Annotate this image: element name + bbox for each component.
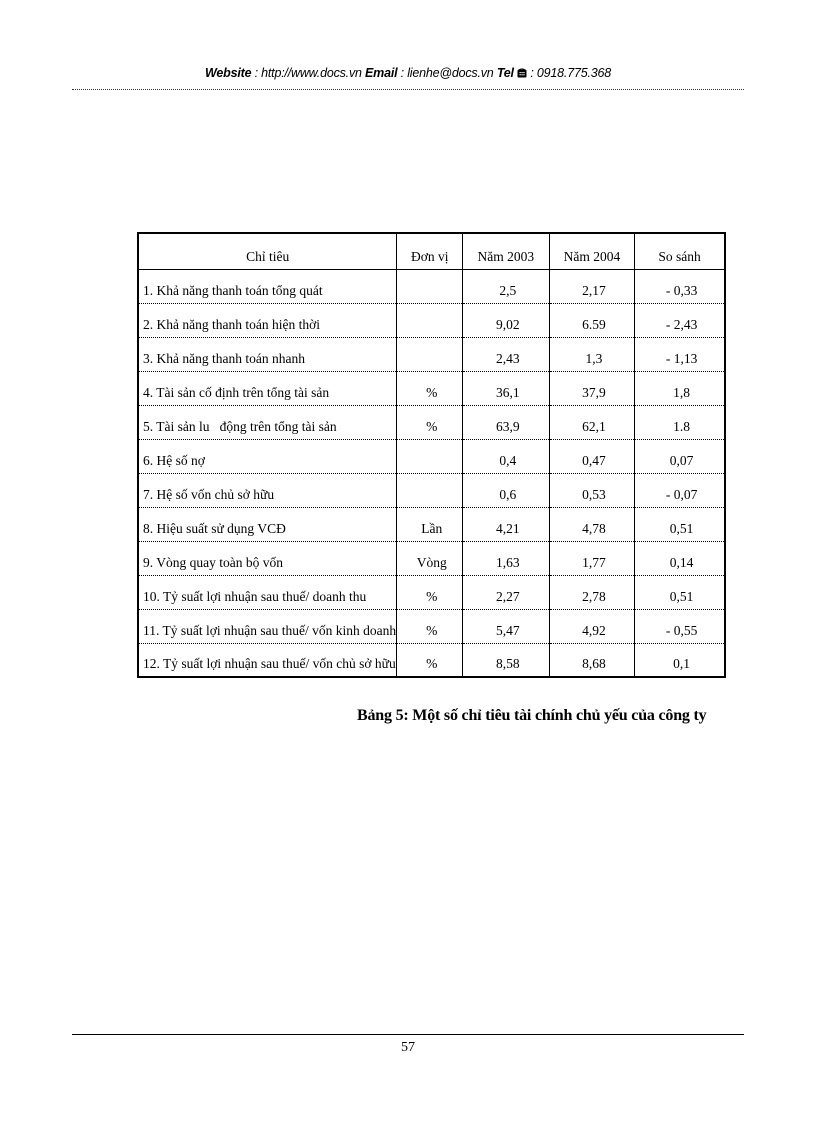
website-url[interactable]: : http://www.docs.vn — [251, 66, 366, 80]
cell-unit: % — [397, 643, 463, 677]
cell-year-2004: 37,9 — [549, 371, 635, 405]
table-row — [138, 371, 725, 405]
cell-unit: % — [397, 575, 463, 609]
table-row — [138, 337, 725, 371]
footer-divider — [72, 1034, 744, 1035]
page-number: 57 — [401, 1040, 415, 1055]
cell-comparison: - 0,07 — [635, 473, 725, 507]
header-year-2004: Năm 2004 — [549, 233, 635, 269]
cell-year-2004: 6.59 — [549, 303, 635, 337]
cell-year-2004: 4,78 — [549, 507, 635, 541]
cell-indicator: 6. Hệ số nợ — [138, 439, 397, 473]
cell-comparison: 1,8 — [635, 371, 725, 405]
cell-year-2003: 5,47 — [463, 609, 550, 643]
cell-comparison: 0,51 — [635, 575, 725, 609]
cell-unit: Lần — [397, 507, 463, 541]
table-row — [138, 575, 725, 609]
cell-comparison: 0,51 — [635, 507, 725, 541]
cell-comparison: 0,1 — [635, 643, 725, 677]
cell-year-2003: 4,21 — [463, 507, 550, 541]
cell-year-2003: 9,02 — [463, 303, 550, 337]
cell-indicator: 12. Tỷ suất lợi nhuận sau thuế/ vốn chủ sở hữu — [138, 643, 397, 677]
cell-year-2003: 2,27 — [463, 575, 550, 609]
cell-year-2004: 2,17 — [549, 269, 635, 303]
cell-comparison: 1.8 — [635, 405, 725, 439]
cell-year-2004: 2,78 — [549, 575, 635, 609]
table-row — [138, 473, 725, 507]
cell-year-2004: 1,3 — [549, 337, 635, 371]
header-divider — [72, 89, 744, 90]
cell-unit — [397, 269, 463, 303]
email-label: Email — [365, 66, 398, 80]
cell-indicator: 3. Khả năng thanh toán nhanh — [138, 337, 397, 371]
table-row — [138, 405, 725, 439]
email-address[interactable]: : lienhe@docs.vn — [397, 66, 497, 80]
cell-year-2003: 1,63 — [463, 541, 550, 575]
cell-year-2004: 4,92 — [549, 609, 635, 643]
header-comparison: So sánh — [635, 233, 725, 269]
financial-indicators-table — [137, 232, 726, 678]
cell-year-2004: 1,77 — [549, 541, 635, 575]
cell-unit — [397, 303, 463, 337]
tel-label: Tel — [496, 66, 514, 80]
cell-comparison: 0,14 — [635, 541, 725, 575]
cell-comparison: - 0,33 — [635, 269, 725, 303]
cell-unit: % — [397, 405, 463, 439]
cell-unit: % — [397, 609, 463, 643]
cell-year-2003: 0,6 — [463, 473, 550, 507]
table-row — [138, 439, 725, 473]
cell-indicator: 1. Khả năng thanh toán tổng quát — [138, 269, 397, 303]
table-row — [138, 609, 725, 643]
header-unit: Đơn vị — [397, 233, 463, 269]
cell-comparison: - 2,43 — [635, 303, 725, 337]
cell-year-2003: 36,1 — [463, 371, 550, 405]
cell-year-2003: 2,43 — [463, 337, 550, 371]
cell-unit — [397, 439, 463, 473]
table-caption: Bảng 5: Một số chỉ tiêu tài chính chủ yếu của công ty — [357, 707, 707, 724]
header-year-2003: Năm 2003 — [463, 233, 550, 269]
cell-unit — [397, 337, 463, 371]
cell-comparison: - 0,55 — [635, 609, 725, 643]
table-row — [138, 303, 725, 337]
table-header-row — [138, 233, 725, 269]
cell-indicator: 10. Tỷ suất lợi nhuận sau thuế/ doanh thu — [138, 575, 397, 609]
cell-unit: Vòng — [397, 541, 463, 575]
website-label: Website — [205, 66, 252, 80]
cell-comparison: - 1,13 — [635, 337, 725, 371]
cell-indicator: 9. Vòng quay toàn bộ vốn — [138, 541, 397, 575]
cell-year-2003: 2,5 — [463, 269, 550, 303]
cell-unit: % — [397, 371, 463, 405]
phone-icon — [517, 67, 527, 78]
cell-year-2003: 0,4 — [463, 439, 550, 473]
cell-indicator: 11. Tỷ suất lợi nhuận sau thuế/ vốn kinh doanh — [138, 609, 397, 643]
cell-comparison: 0,07 — [635, 439, 725, 473]
cell-year-2004: 0,47 — [549, 439, 635, 473]
table-row — [138, 541, 725, 575]
page-header — [0, 66, 816, 80]
header-indicator: Chỉ tiêu — [138, 233, 397, 269]
cell-indicator: 7. Hệ số vốn chủ sở hữu — [138, 473, 397, 507]
cell-indicator: 5. Tài sản lu động trên tổng tài sản — [138, 405, 397, 439]
cell-indicator: 4. Tài sản cố định trên tổng tài sản — [138, 371, 397, 405]
cell-indicator: 2. Khả năng thanh toán hiện thời — [138, 303, 397, 337]
cell-year-2004: 8,68 — [549, 643, 635, 677]
table-row — [138, 643, 725, 677]
cell-year-2004: 0,53 — [549, 473, 635, 507]
table-row — [138, 269, 725, 303]
cell-indicator: 8. Hiệu suất sử dụng VCĐ — [138, 507, 397, 541]
cell-unit — [397, 473, 463, 507]
table-row — [138, 507, 725, 541]
cell-year-2003: 63,9 — [463, 405, 550, 439]
cell-year-2004: 62,1 — [549, 405, 635, 439]
tel-number: : 0918.775.368 — [527, 66, 611, 80]
cell-year-2003: 8,58 — [463, 643, 550, 677]
